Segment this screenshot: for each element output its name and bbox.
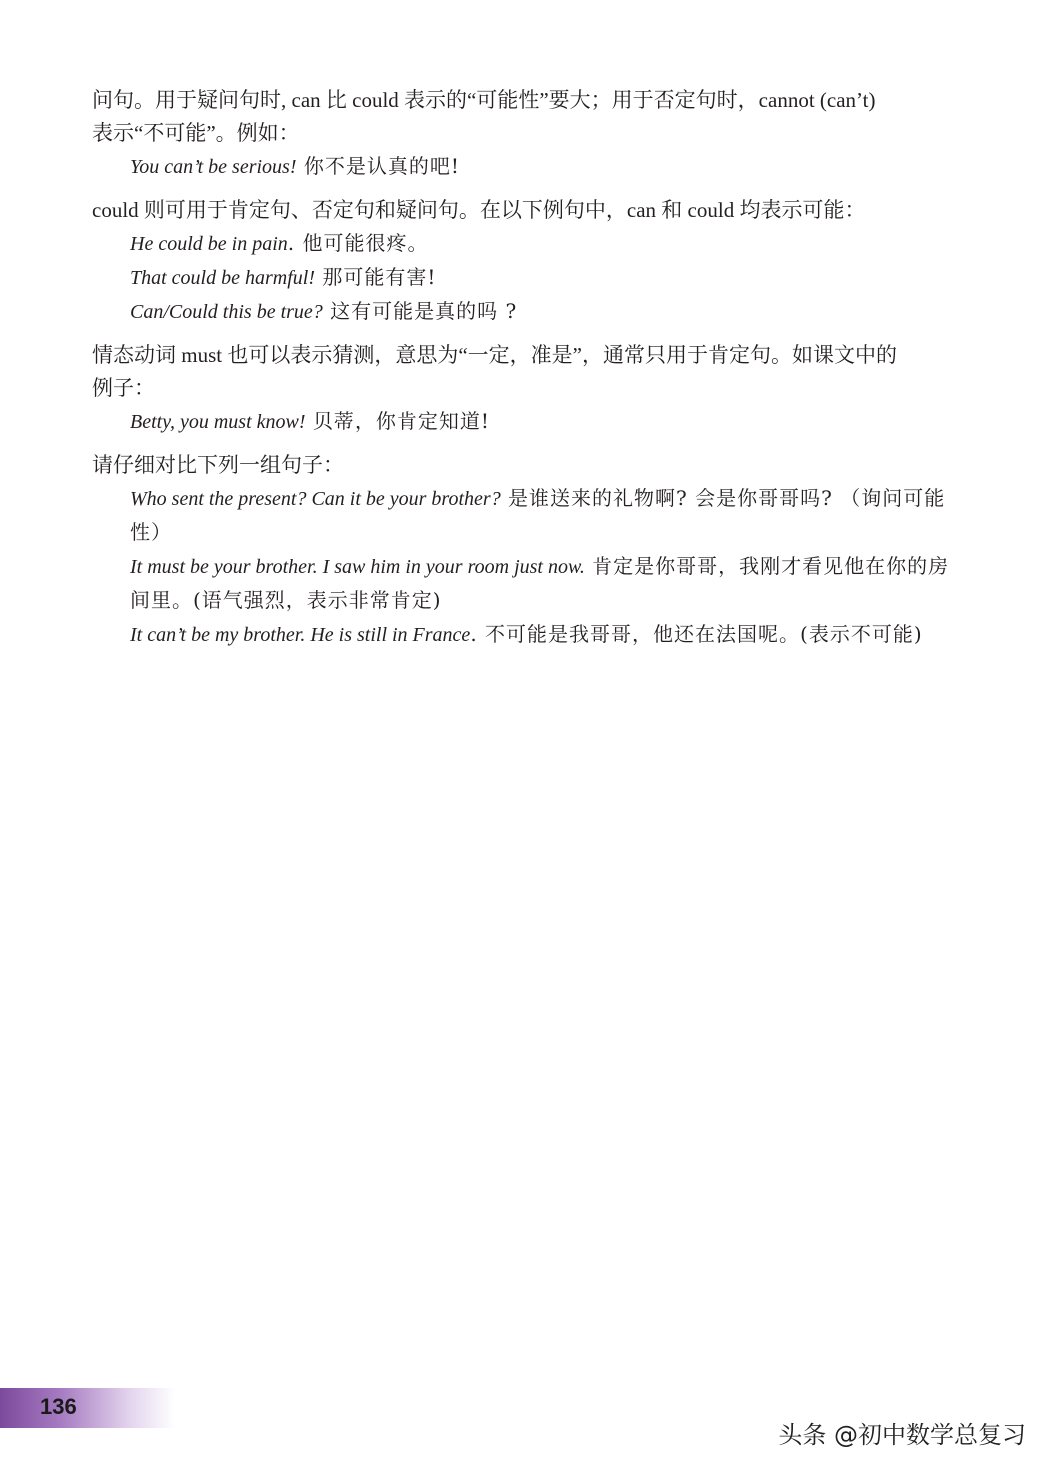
example-english: He could be in pain: [130, 233, 288, 255]
paragraph-could-usage: [92, 194, 952, 329]
example-sentence: [92, 550, 952, 618]
example-sentence: [92, 150, 952, 184]
paragraph-must-usage: [92, 339, 952, 439]
paragraph-line: 表示“不可能”。例如：: [92, 121, 300, 145]
watermark: 头条 @初中数学总复习: [778, 1421, 1026, 1449]
paragraph-line: 请仔细对比下列一组句子：: [92, 453, 344, 477]
example-english: Can/Could this be true?: [130, 301, 323, 323]
example-chinese: 这有可能是真的吗 ?: [322, 299, 518, 323]
example-sentence: [92, 405, 952, 439]
example-sentence: [92, 482, 952, 550]
example-english: It must be your brother. I saw him in your room just now.: [130, 556, 585, 578]
example-chinese: 贝蒂，你肯定知道!: [305, 409, 490, 433]
example-sentence: [92, 618, 952, 652]
example-chinese: 是谁送来的礼物啊? 会是你哥哥吗? （询问可能性）: [130, 486, 946, 544]
example-english: Betty, you must know!: [130, 411, 306, 433]
paragraph-line: 问句。用于疑问句时, can 比 could 表示的“可能性”要大；用于否定句时，cannot (can’t): [92, 88, 876, 112]
example-chinese: 那可能有害!: [315, 265, 437, 289]
page-number-bar: [0, 1388, 175, 1428]
example-english: Who sent the present? Can it be your brother?: [130, 488, 501, 510]
paragraph-line: 情态动词 must 也可以表示猜测，意思为“一定，准是”，通常只用于肯定句。如课文中的: [92, 343, 897, 367]
paragraph-line: could 则可用于肯定句、否定句和疑问句。在以下例句中，can 和 could 均表示可能：: [92, 198, 866, 222]
paragraph-can-could-questions: [92, 84, 952, 184]
example-sentence: [92, 227, 952, 261]
example-english: That could be harmful!: [130, 267, 315, 289]
example-chinese: . 他可能很疼。: [287, 231, 429, 255]
paragraph-compare-sentences: [92, 449, 952, 652]
example-english: You can’t be serious!: [130, 156, 297, 178]
example-english: It can’t be my brother. He is still in France: [130, 624, 471, 646]
page-number: 136: [40, 1394, 77, 1419]
example-chinese: . 不可能是我哥哥，他还在法国呢。(表示不可能): [470, 622, 923, 646]
paragraph-line: 例子：: [92, 376, 155, 400]
example-sentence: [92, 295, 952, 329]
page-body: [92, 84, 952, 662]
example-chinese: 你不是认真的吧!: [296, 154, 460, 178]
example-sentence: [92, 261, 952, 295]
example-chinese: 肯定是你哥哥，我刚才看见他在你的房间里。(语气强烈，表示非常肯定): [130, 554, 950, 612]
